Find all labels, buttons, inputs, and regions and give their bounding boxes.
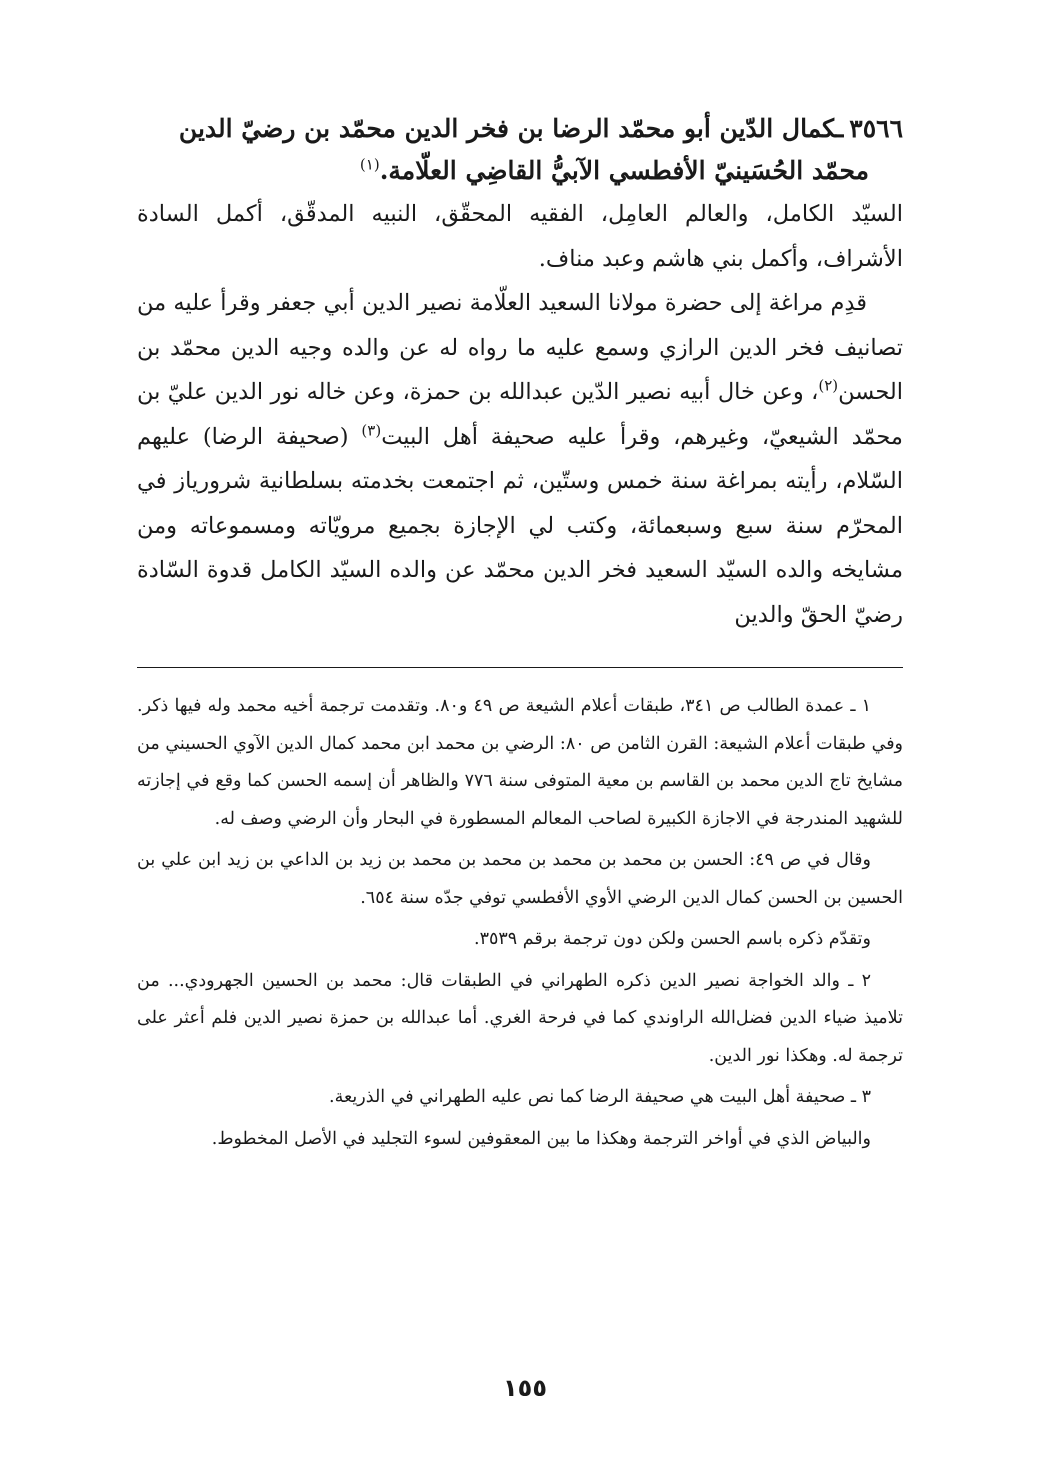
body-paragraph-2-part-b: ، وعن خال أبيه نصير الدّين عبدالله بن حمزة، وعن خاله نور الدين عليّ بن محمّد الشيعيّ، وغيرهم، وقرأ عليه صحيفة أهل البيت (137, 379, 903, 450)
entry-title-line2: محمّد الحُسَينيّ الأفطسي الآبيُّ القاضِي العلّامة. (379, 156, 869, 185)
entry-heading (137, 108, 903, 192)
footnote-1-crossref: وتقدّم ذكره باسم الحسن ولكن دون ترجمة برقم ٣٥٣٩. (473, 929, 871, 949)
footnote-ref-2: (٢) (818, 376, 839, 395)
footnote-ref-1: (١) (359, 155, 380, 174)
entry-number: ٣٥٦٦ (849, 114, 903, 143)
body-paragraph-1: السيّد الكامل، والعالم العامِل، الفقيه المحقّق، النبيه المدقّق، أكمل السادة الأشراف، وأكمل بني هاشم وعبد مناف. (137, 201, 903, 272)
footnote-1: ١ ـ عمدة الطالب ص ٣٤١، طبقات أعلام الشيعة ص ٤٩ و٨٠. وتقدمت ترجمة أخيه محمد وله فيها ذكر. وفي طبقات أعلام الشيعة: القرن الثامن ص ٨٠: الرضي بن محمد ابن محمد كمال الدين الآوي الحسيني من مشايخ تاج الدين محمد بن القاسم بن معية المتوفى سنة ٧٧٦ والظاهر أن إسمه الحسن كما وقع في إجازته للشهيد المندرجة في الاجازة الكبيرة لصاحب المعالم المسطورة في البحار وأن الرضي وصف له. (137, 696, 904, 829)
footnote-ref-3: (٣) (361, 421, 382, 439)
footnote-separator (137, 667, 903, 668)
page-content (137, 108, 903, 1162)
footnote-3: ٣ ـ صحيفة أهل البيت هي صحيفة الرضا كما نص عليه الطهراني في الذريعة. (329, 1087, 871, 1107)
entry-title-line2-wrap (137, 150, 903, 192)
body-text (137, 192, 903, 637)
footnote-1-continued: وقال في ص ٤٩: الحسن بن محمد بن محمد بن محمد بن محمد بن زيد بن الداعي بن زيد ابن علي بن الحسين بن الحسن كمال الدين الرضي الأوي الأفطسي توفي جدّه سنة ٦٥٤. (137, 850, 903, 908)
page-number: ١٥٥ (503, 1374, 547, 1402)
footnote-editorial-note: والبياض الذي في أواخر الترجمة وهكذا ما بين المعقوفين لسوء التجليد في الأصل المخطوط. (211, 1128, 871, 1149)
body-paragraph-2 (137, 281, 903, 637)
footnote-2: ٢ ـ والد الخواجة نصير الدين ذكره الطهراني في الطبقات قال: محمد بن الحسين الجهرودي... من تلاميذ ضياء الدين فضل‌الله الراوندي كما في فرحة الغري. أما عبدالله بن حمزة نصير الدين فلم أعثر على ترجمة له. وهكذا نور الدين. (137, 970, 903, 1066)
entry-dash: ـ (835, 114, 844, 143)
body-paragraph-2-part-a: قدِم مراغة إلى حضرة مولانا السعيد العلّامة نصير الدين أبي جعفر وقرأ عليه من تصانيف فخر الدين الرازي وسمع عليه ما رواه له عن والده وجيه الدين محمّد بن الحسن (137, 290, 903, 405)
entry-title-line1: كمال الدّين أبو محمّد الرضا بن فخر الدين محمّد بن رضيّ الدين (178, 114, 836, 143)
footnotes (137, 688, 903, 1158)
body-paragraph-2-part-c: (صحيفة الرضا) عليهم السّلام، رأيته بمراغة سنة خمس وستّين، ثم اجتمعت بخدمته بسلطانية شرورياز في المحرّم سنة سبع وسبعمائة، وكتب لي الإجازة بجميع مرويّاته ومسموعاته ومن مشايخه والده السيّد السعيد فخر الدين محمّد عن والده السيّد الكامل قدوة السّادة رضيّ الحقّ والدين (137, 423, 903, 628)
